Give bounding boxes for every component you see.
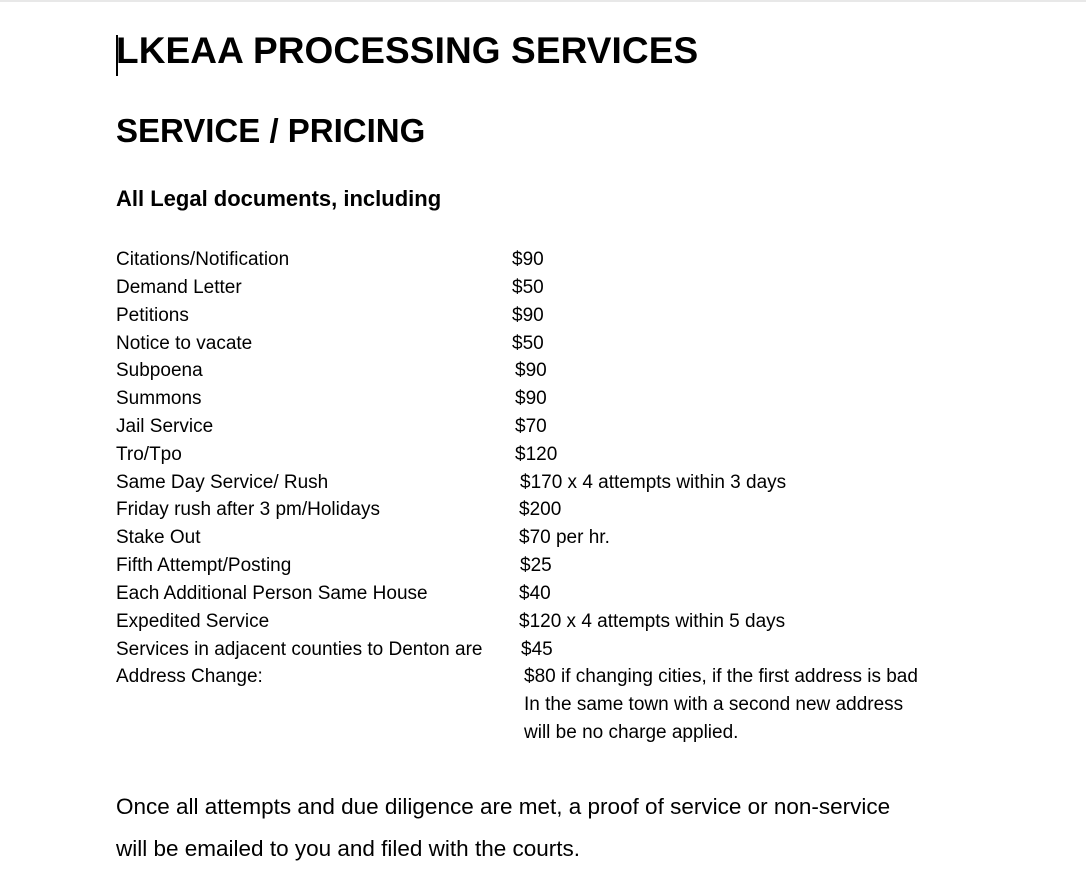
service-label: Tro/Tpo (116, 444, 182, 465)
service-label: Demand Letter (116, 277, 242, 298)
service-price: $90 (515, 360, 547, 381)
service-price: $70 per hr. (519, 527, 610, 548)
service-label: Jail Service (116, 416, 214, 437)
service-price: $25 (520, 555, 552, 576)
service-price: $90 (515, 388, 547, 409)
top-border (0, 0, 1086, 2)
service-price: $170 x 4 attempts within 3 days (520, 472, 787, 493)
service-label: Same Day Service/ Rush (116, 472, 329, 493)
address-note-line: will be no charge applied. (524, 722, 739, 743)
service-label: Citations/Notification (116, 249, 290, 270)
service-label: Petitions (116, 305, 189, 326)
company-title: LKEAA PROCESSING SERVICES (116, 30, 699, 71)
service-price: $200 (519, 499, 562, 520)
service-price: $50 (512, 277, 544, 298)
closing-line: will be emailed to you and filed with the courts. (116, 836, 580, 861)
service-label: Notice to vacate (116, 333, 253, 354)
service-label: Expedited Service (116, 611, 270, 632)
service-price: $70 (515, 416, 547, 437)
service-label: Stake Out (116, 527, 201, 548)
intro-heading: All Legal documents, including (116, 186, 442, 211)
address-note-line: In the same town with a second new address (524, 694, 904, 715)
section-heading: SERVICE / PRICING (116, 112, 426, 149)
service-price: $90 (512, 305, 544, 326)
closing-line: Once all attempts and due diligence are met, a proof of service or non-service (116, 794, 891, 819)
service-price: $40 (519, 583, 551, 604)
service-price: $45 (521, 639, 553, 660)
service-label: Subpoena (116, 360, 203, 381)
service-price: $90 (512, 249, 544, 270)
service-price: $80 if changing cities, if the first address is bad (524, 666, 918, 687)
service-label: Summons (116, 388, 202, 409)
service-label: Services in adjacent counties to Denton are (116, 639, 483, 660)
service-price: $120 (515, 444, 558, 465)
service-label: Address Change: (116, 666, 263, 687)
service-label: Each Additional Person Same House (116, 583, 428, 604)
service-label: Friday rush after 3 pm/Holidays (116, 499, 380, 520)
service-price: $120 x 4 attempts within 5 days (519, 611, 786, 632)
service-price: $50 (512, 333, 544, 354)
service-label: Fifth Attempt/Posting (116, 555, 292, 576)
